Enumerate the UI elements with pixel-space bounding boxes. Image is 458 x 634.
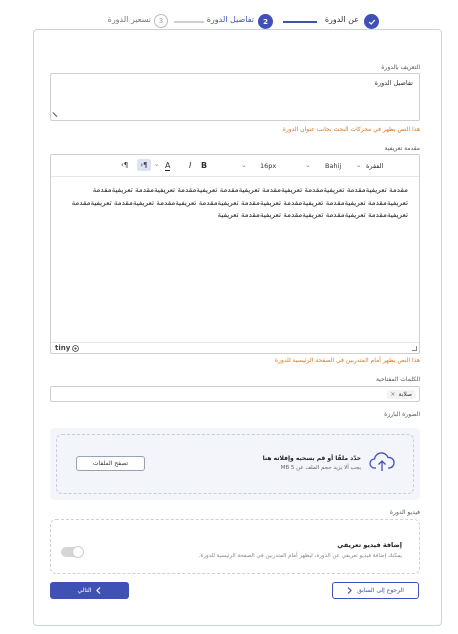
intro-text: تفاصيل الدورة (374, 79, 413, 87)
step-connector-1 (283, 21, 317, 23)
next-button[interactable] (50, 582, 129, 599)
font-chevron-down-icon: ⌄ (305, 161, 311, 169)
keywords-label: الكلمات المفتاحية (375, 376, 420, 383)
image-label: الصورة البارزة (384, 411, 420, 418)
intro-label: التعريف بالدورة (381, 64, 420, 71)
paragraph-ltr-icon: ¶› (121, 161, 129, 169)
editor-toolbar (51, 155, 419, 177)
block-format-label: الفقرة (366, 162, 384, 170)
step-1-title[interactable]: عن الدورة (324, 15, 359, 24)
back-label: الرجوع إلى السابق (357, 587, 404, 594)
step-3-title[interactable]: تسعير الدورة (107, 15, 151, 24)
step-2-number: 2 (258, 14, 273, 29)
next-label: التالي (77, 587, 92, 594)
keyword-tag (387, 390, 415, 399)
font-family-select[interactable] (325, 162, 341, 170)
keyword-tag-label: صلابة (398, 391, 412, 398)
dropzone-note: يجب ألا يزيد حجم الملف عن 5 MB (280, 465, 361, 471)
chevron-left-icon (96, 587, 101, 594)
video-toggle[interactable] (61, 547, 83, 557)
editor-statusbar (51, 342, 419, 353)
size-chevron-down-icon: ⌄ (241, 161, 247, 169)
back-button[interactable] (332, 582, 419, 599)
italic-button[interactable]: I (189, 161, 192, 170)
step-1-check-icon (364, 14, 379, 29)
bold-button[interactable]: B (201, 161, 208, 170)
block-format-select[interactable] (366, 162, 383, 170)
paragraph-rtl-icon: ¶‹ (140, 161, 148, 169)
keyword-tag-remove-icon[interactable]: × (390, 391, 396, 398)
block-chevron-down-icon: ⌄ (356, 161, 362, 169)
font-family-label: Bahij (325, 162, 342, 170)
editor-resize-handle-icon[interactable] (412, 346, 417, 351)
tiny-logo-icon (55, 344, 79, 352)
upload-cloud-icon (369, 451, 395, 475)
editor-hint: هذا النص يظهر أمام المتدربين في الصفحة الرئيسية للدورة (274, 357, 420, 364)
video-title: إضافة فيديو تعريفي (337, 541, 402, 549)
intro-textarea[interactable] (50, 73, 420, 121)
step-3-number: 3 (154, 14, 168, 28)
editor-content[interactable]: مقدمة تعريفيةمقدمة تعريفيةمقدمة تعريفيةمقدمة تعريفيةمقدمة تعريفيةمقدمة تعريفيةمقدمة تعريفيةمقدمة تعريفيةمقدمة تعريفيةمقدمة تعريفيةمقدمة تعريفيةمقدمة تعريفيةمقدمة تعريفيةمقدمة تعريفيةمقدمة تعريفيةمقدمة تعريفيةمقدمة تعريفيةمقدمة تعريفيةمقدمة تعريفيةمقدمة تعريفية (71, 185, 408, 219)
ltr-button[interactable] (121, 161, 128, 169)
font-size-select[interactable] (260, 162, 276, 170)
editor-label: مقدمة تعريفية (384, 145, 420, 152)
step-connector-2 (174, 21, 204, 23)
video-label: فيديو الدورة (389, 509, 420, 516)
intro-hint: هذا النص يظهر في محركات البحث بجانب عنوان الدورة (282, 126, 420, 133)
dropzone-title: حدّد ملفًا أو قم بسحبه وإفلاته هنا (262, 455, 361, 462)
video-toggle-knob (72, 546, 84, 558)
step-2-title[interactable]: تفاصيل الدورة (206, 15, 254, 24)
browse-files-label: تصفح الملفات (92, 460, 129, 467)
tiny-brand-label: tiny (55, 344, 71, 352)
keywords-input[interactable] (50, 386, 420, 402)
resize-handle-icon[interactable] (52, 109, 60, 117)
text-color-chevron-icon[interactable]: ⌄ (154, 160, 160, 168)
browse-files-button[interactable] (76, 456, 145, 471)
rtl-button[interactable] (137, 159, 151, 171)
text-color-button[interactable]: A (165, 161, 171, 170)
chevron-right-icon (347, 587, 352, 594)
video-description: يمكنك إضافة فيديو تعريفي عن الدورة، ليظهر أمام المتدربين في الصفحة الرئيسية للدورة. (198, 553, 402, 559)
font-size-label: 16px (260, 162, 277, 170)
